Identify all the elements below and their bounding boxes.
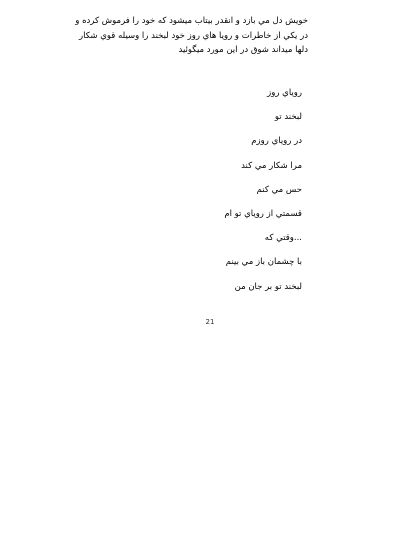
paragraph-line: در يكي از خاطرات و رويا هاي روز خود لبخند را وسيله قوي شكار bbox=[79, 30, 308, 41]
poem-line: روياي روز bbox=[267, 88, 302, 98]
poem-line: با چشمان باز مي بينم bbox=[225, 257, 302, 268]
intro-paragraph bbox=[75, 14, 308, 58]
poem-line: در روياي روزم bbox=[251, 136, 302, 147]
poem-line: قسمتي از روياي تو ام bbox=[224, 208, 302, 219]
poem-line: ...وقتي كه bbox=[264, 233, 302, 244]
poem-line: مرا شكار مي كند bbox=[241, 160, 302, 171]
poem-line: لبخند تو bbox=[274, 112, 302, 123]
page-number: 21 bbox=[205, 318, 215, 326]
paragraph-line: خويش دل مي بازد و انقدر بيتاب ميشود كه خود را فرموش كرده و bbox=[75, 16, 308, 26]
poem-line: حس مي كنم bbox=[256, 184, 302, 195]
poem-line: لبخند تو بر جان من bbox=[234, 281, 302, 292]
paragraph-line: دلها ميداند شوق در اين مورد ميگوئيد bbox=[178, 45, 308, 55]
poem bbox=[150, 86, 302, 304]
